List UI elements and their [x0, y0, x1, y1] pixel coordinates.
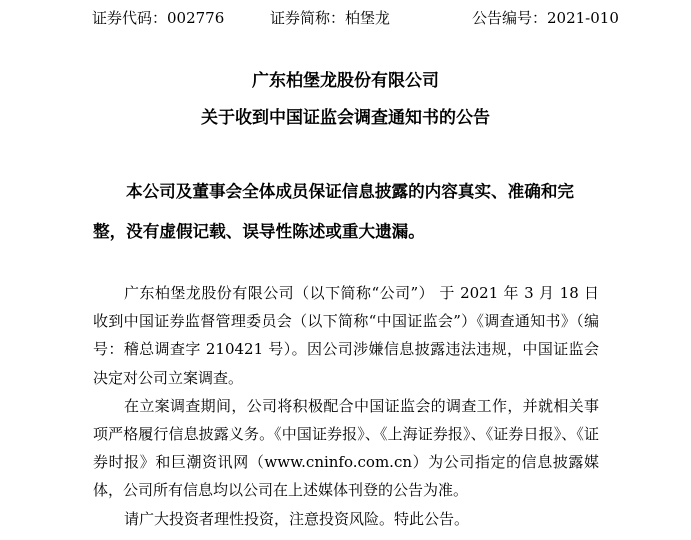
paragraph-investigation-notice: 广东柏堡龙股份有限公司（以下简称“公司”） 于 2021 年 3 月 18 日收到中国证券监督管理委员会（以下简称“中国证监会”）《调查通知书》（编号：稽总调查字 210421 号）。因公司涉嫌信息披露违法违规，中国证监会决定对公司立案调查。 — [93, 284, 599, 387]
announcement-body — [93, 279, 599, 533]
stock-short-name: 证券简称：柏堡龙 — [270, 9, 391, 27]
paragraph-disclosure-duty: 在立案调查期间，公司将积极配合中国证监会的调查工作，并就相关事项严格履行信息披露义务。《中国证券报》、《上海证券报》、《证券日报》、《证券时报》和巨潮资讯网（www.cninfo.com.cn）为公司指定的信息披露媒体，公司所有信息均以公司在上述媒体刊登的公告为准。 — [93, 396, 599, 500]
stock-code: 证券代码：002776 — [92, 9, 225, 27]
company-title: 广东柏堡龙股份有限公司 — [252, 71, 439, 91]
board-guarantee-statement: 本公司及董事会全体成员保证信息披露的内容真实、准确和完整，没有虚假记载、误导性陈述或重大遗漏。 — [93, 182, 575, 241]
paragraph-risk-warning: 请广大投资者理性投资，注意投资风险。特此公告。 — [124, 509, 470, 528]
announcement-number: 公告编号：2021-010 — [472, 9, 619, 27]
announcement-title: 关于收到中国证监会调查通知书的公告 — [201, 108, 490, 128]
